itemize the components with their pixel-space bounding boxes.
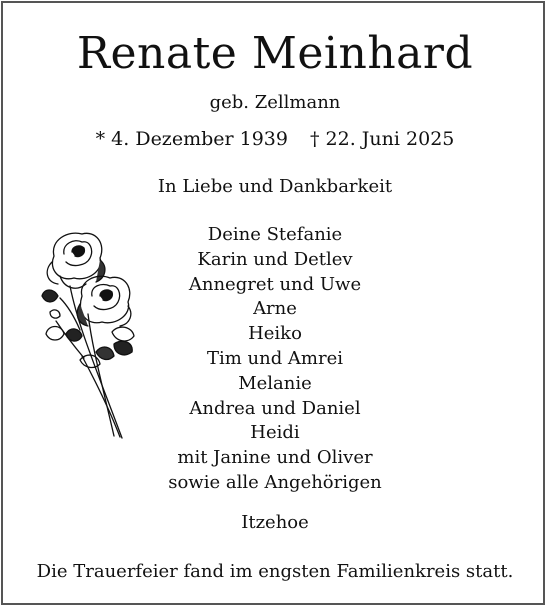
mourner-line: sowie alle Angehörigen	[168, 471, 382, 493]
birth-name: geb. Zellmann	[209, 92, 341, 113]
mourner-line: Andrea und Daniel	[189, 397, 361, 419]
mourner-line: Melanie	[238, 372, 312, 394]
mourner-line: Karin und Detlev	[197, 248, 353, 270]
roses-illustration-icon	[40, 226, 140, 440]
mourner-line: Annegret und Uwe	[188, 273, 362, 295]
birth-date: * 4. Dezember 1939	[95, 128, 288, 150]
deceased-name: Renate Meinhard	[76, 28, 474, 79]
mourner-line: Deine Stefanie	[207, 224, 343, 245]
mourner-line: mit Janine und Oliver	[177, 447, 373, 469]
funeral-note: Die Trauerfeier fand im engsten Familienkreis statt.	[36, 561, 514, 582]
death-date: † 22. Juni 2025	[310, 128, 455, 150]
mourner-line: Arne	[253, 298, 297, 320]
mourner-line: Tim und Amrei	[206, 347, 344, 369]
upper-rose	[47, 233, 105, 288]
mourner-line: Heiko	[248, 323, 302, 345]
life-dates	[0, 128, 550, 150]
lower-rose	[77, 276, 131, 326]
place-name: Itzehoe	[241, 512, 309, 533]
mourner-line: Heidi	[250, 422, 300, 444]
dedication-line: In Liebe und Dankbarkeit	[157, 176, 393, 197]
